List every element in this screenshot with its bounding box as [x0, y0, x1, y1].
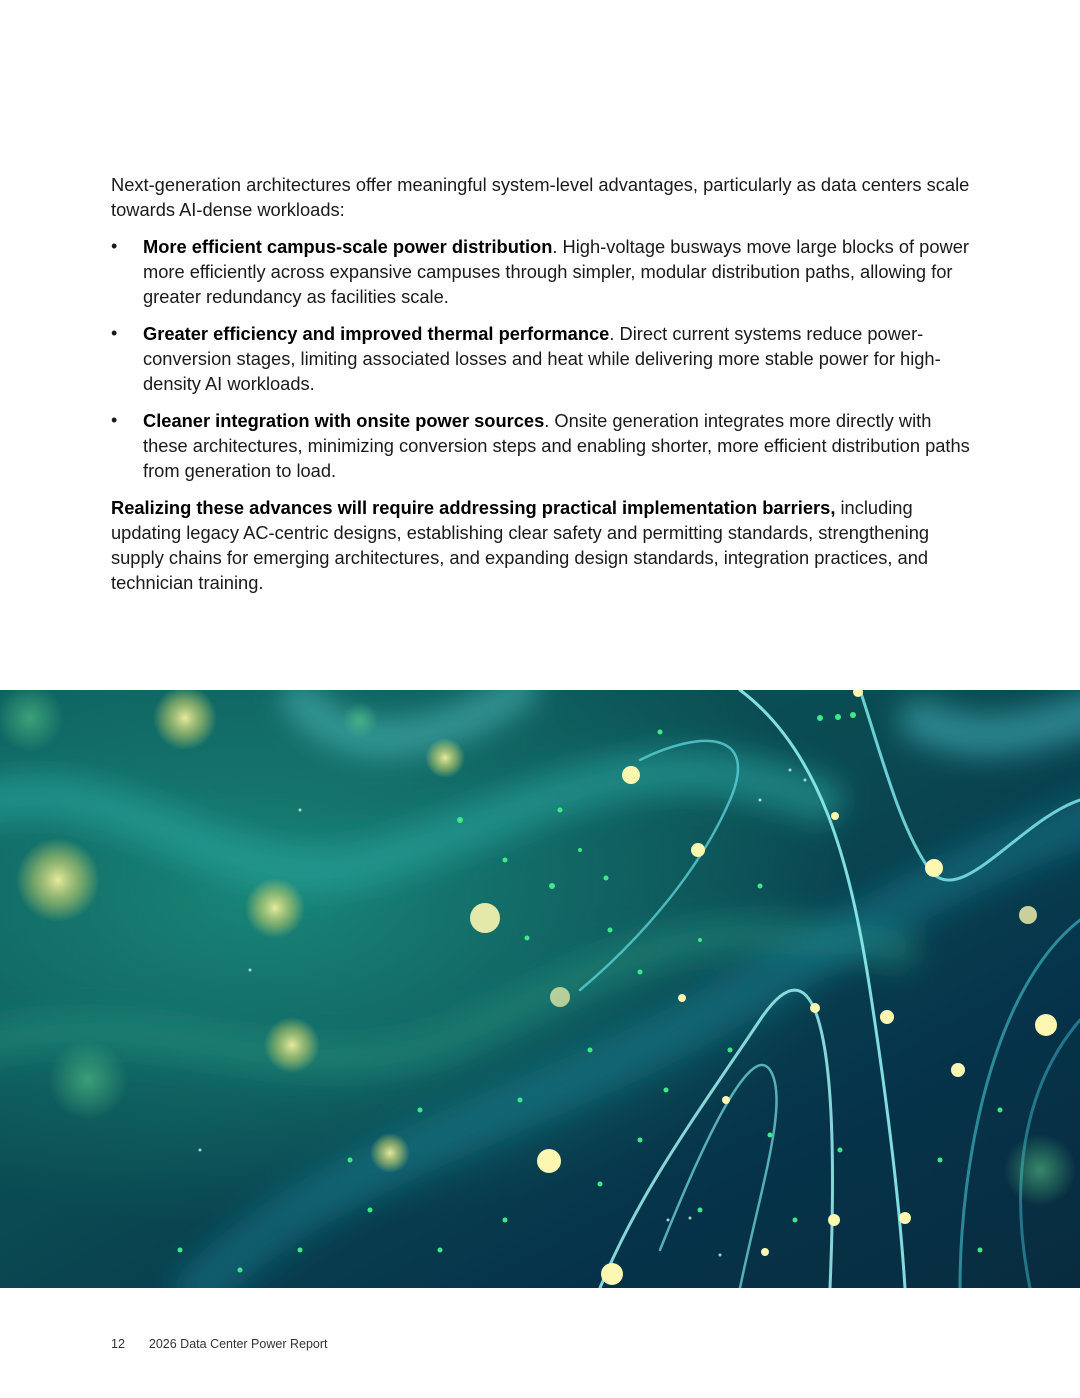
bullet-icon: • — [111, 323, 118, 343]
closing-paragraph — [111, 495, 981, 595]
body-text — [111, 172, 981, 595]
advantages-list — [111, 234, 981, 483]
page-footer — [111, 1337, 327, 1351]
abstract-fiber-optic-icon — [0, 690, 1080, 1288]
list-item — [111, 321, 981, 396]
bullet-text: . Onsite generation integrates more directly with these architectures, minimizing conversion steps and enabling shorter, more efficient distribution paths from generation to load. — [143, 410, 970, 481]
page-number: 12 — [111, 1337, 125, 1351]
bullet-lead: More efficient campus-scale power distribution — [143, 236, 553, 257]
bullet-lead: Greater efficiency and improved thermal performance — [143, 323, 610, 344]
closing-lead: Realizing these advances will require addressing practical implementation barriers, — [111, 497, 836, 518]
bullet-text: . High-voltage busways move large blocks of power more efficiently across expansive campuses through simpler, modular distribution paths, allowing for greater redundancy as facilities scale. — [143, 236, 969, 307]
bullet-icon: • — [111, 236, 118, 256]
bullet-icon: • — [111, 410, 118, 430]
hero-image — [0, 690, 1080, 1288]
list-item — [111, 408, 981, 483]
intro-paragraph: Next-generation architectures offer meaningful system-level advantages, particularly as data centers scale towards AI-dense workloads: — [111, 174, 970, 220]
report-title: 2026 Data Center Power Report — [148, 1337, 328, 1351]
bullet-lead: Cleaner integration with onsite power sources — [143, 410, 545, 431]
list-item — [111, 234, 981, 309]
bullet-text: . Direct current systems reduce power-conversion stages, limiting associated losses and heat while delivering more stable power for high-density AI workloads. — [143, 323, 941, 394]
closing-text: including updating legacy AC-centric designs, establishing clear safety and permitting standards, strengthening supply chains for emerging architectures, and expanding design standards, integration practices, and technician training. — [111, 497, 930, 593]
